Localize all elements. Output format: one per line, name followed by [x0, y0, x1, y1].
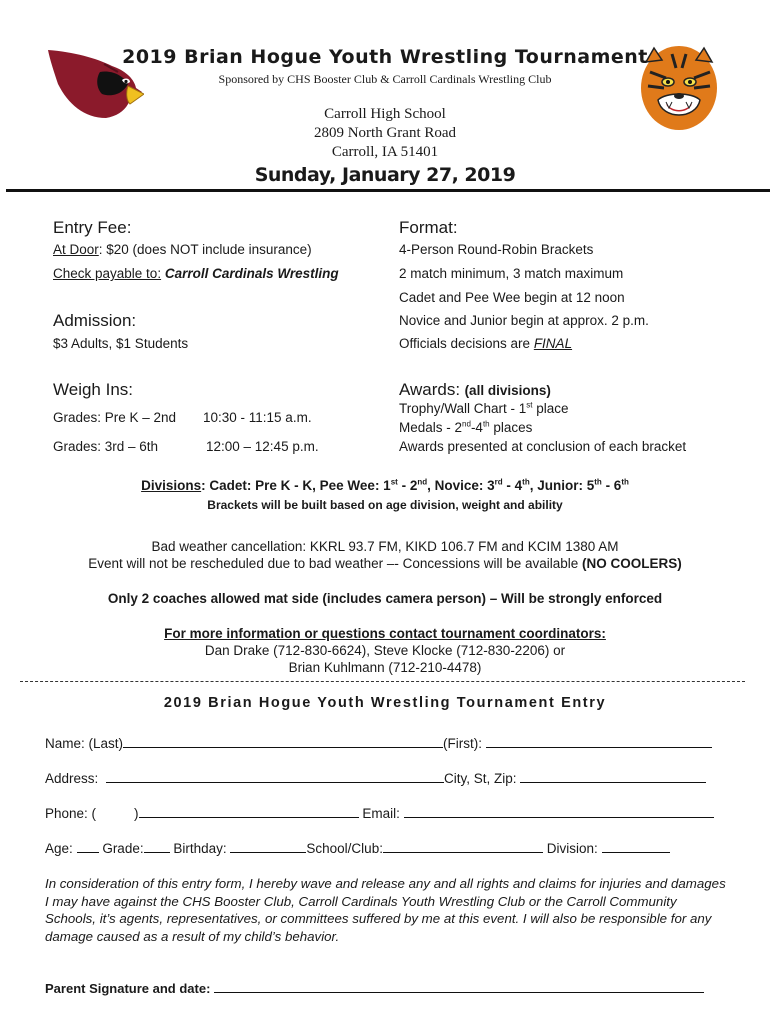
signature-field[interactable]: [214, 980, 704, 993]
last-name-field[interactable]: [123, 735, 443, 748]
birthday-field[interactable]: [230, 840, 306, 853]
age-field[interactable]: [77, 840, 99, 853]
age-label: Age:: [45, 841, 73, 856]
weigh-in-grades-1: Grades: Pre K – 2nd: [53, 410, 177, 425]
school-label: School/Club:: [306, 841, 383, 856]
format-line-3: Cadet and Pee Wee begin at 12 noon: [399, 290, 625, 305]
div-sup-6: th: [621, 477, 629, 487]
address-row: [45, 770, 735, 786]
waiver-text: In consideration of this entry form, I hereby wave and release any and all rights and claims for injuries and damages I may have against the CHS Booster Club, Carroll Cardinals Youth Wrestling Club or the Carroll Community Schools, it’s agents, representatives, or committees suffered by me at this event. I will also be responsible for any damage caused as a result of my child’s behavior.: [45, 876, 726, 944]
city-field[interactable]: [520, 770, 706, 783]
awards-note: (all divisions): [464, 383, 551, 398]
trophy-text: Trophy/Wall Chart - 1: [399, 401, 527, 416]
name-row: [45, 735, 735, 751]
weigh-ins-heading: Weigh Ins:: [53, 380, 134, 399]
div-part-5: - 6: [601, 478, 622, 493]
officials-prefix: Officials decisions are: [399, 336, 534, 351]
email-field[interactable]: [404, 805, 714, 818]
sponsor-line: Sponsored by CHS Booster Club & Carroll Cardinals Wrestling Club: [218, 72, 552, 86]
medals-sup-2: th: [482, 419, 490, 429]
officials-final: FINAL: [533, 336, 573, 351]
phone-label: Phone: (: [45, 806, 97, 821]
city-state-zip: Carroll, IA 51401: [331, 144, 439, 160]
medals-text: Medals - 2: [399, 420, 463, 435]
format-line-2: 2 match minimum, 3 match maximum: [399, 266, 624, 281]
check-payable-label: Check payable to:: [53, 266, 162, 281]
city-label: City, St, Zip:: [444, 771, 517, 786]
last-name-label: Name: (Last): [45, 736, 124, 751]
format-line-1: 4-Person Round-Robin Brackets: [399, 242, 594, 257]
header-divider: [6, 189, 770, 192]
divisions-line: [0, 478, 770, 493]
awards-presented: Awards presented at conclusion of each bracket: [399, 439, 687, 454]
entry-form-title: 2019 Brian Hogue Youth Wrestling Tournament Entry: [163, 695, 607, 711]
first-name-field[interactable]: [486, 735, 712, 748]
awards-heading-line: [399, 380, 551, 400]
div-part-4: , Junior: 5: [529, 478, 595, 493]
division-field[interactable]: [602, 840, 670, 853]
trophy-suffix: place: [532, 401, 569, 416]
div-part-3: - 4: [502, 478, 523, 493]
door-fee-text: : $20 (does NOT include insurance): [98, 242, 312, 257]
entry-fee-heading: Entry Fee:: [53, 218, 132, 237]
phone-close: ): [134, 806, 139, 821]
check-payee: Carroll Cardinals Wrestling: [164, 266, 339, 281]
div-sup-1: st: [390, 477, 398, 487]
contact-line-2: Brian Kuhlmann (712-210-4478): [288, 660, 482, 675]
div-sup-4: th: [522, 477, 530, 487]
weigh-in-time-2: 12:00 – 12:45 p.m.: [206, 439, 319, 454]
medals-sup-1: nd: [462, 419, 471, 429]
school-field[interactable]: [383, 840, 543, 853]
admission-heading: Admission:: [53, 311, 137, 330]
phone-field[interactable]: [139, 805, 359, 818]
medals-suffix: places: [489, 420, 533, 435]
admission-text: $3 Adults, $1 Students: [53, 336, 189, 351]
weigh-in-grades-2: Grades: 3rd – 6th: [53, 439, 159, 454]
trophy-line: [399, 401, 569, 416]
contact-line-1: Dan Drake (712-830-6624), Steve Klocke (712-830-2206) or: [204, 643, 566, 658]
event-date: Sunday, January 27, 2019: [254, 164, 516, 186]
grade-label: Grade:: [102, 841, 144, 856]
cut-line: [20, 681, 745, 682]
div-sup-5: th: [594, 477, 602, 487]
format-heading: Format:: [399, 218, 458, 237]
check-payable-line: [53, 266, 339, 281]
door-fee-line: [53, 242, 312, 257]
signature-row: [45, 980, 735, 996]
email-label: Email:: [362, 806, 400, 821]
address-field[interactable]: [106, 770, 444, 783]
trophy-sup: st: [526, 400, 533, 410]
door-fee-label: At Door: [53, 242, 99, 257]
format-line-4: Novice and Junior begin at approx. 2 p.m.: [399, 313, 649, 328]
div-part-2: , Novice: 3: [427, 478, 495, 493]
div-part-1: - 2: [397, 478, 418, 493]
no-coolers: (NO COOLERS): [582, 556, 682, 571]
divisions-label: Divisions: [141, 478, 202, 493]
weigh-in-time-1: 10:30 - 11:15 a.m.: [203, 410, 312, 425]
weather-line-1: Bad weather cancellation: KKRL 93.7 FM, KIKD 106.7 FM and KCIM 1380 AM: [151, 539, 619, 554]
div-sup-2: nd: [417, 477, 428, 487]
division-label: Division:: [546, 841, 598, 856]
address-label: Address:: [45, 771, 99, 786]
phone-row: [45, 805, 735, 821]
awards-heading: Awards:: [399, 380, 461, 399]
first-name-label: (First):: [443, 736, 483, 751]
age-row: [45, 840, 735, 856]
coaches-note: Only 2 coaches allowed mat side (includes camera person) – Will be strongly enforced: [107, 591, 663, 606]
birthday-label: Birthday:: [173, 841, 227, 856]
medals-mid: -4: [470, 420, 483, 435]
tournament-title: 2019 Brian Hogue Youth Wrestling Tournament: [122, 46, 648, 68]
contact-heading: For more information or questions contact tournament coordinators:: [164, 626, 606, 641]
officials-line: [399, 336, 572, 351]
divisions-cadet: : Cadet: Pre K - K, Pee Wee: 1: [201, 478, 391, 493]
brackets-note: Brackets will be built based on age division, weight and ability: [207, 498, 563, 512]
grade-field[interactable]: [144, 840, 170, 853]
signature-label: Parent Signature and date:: [45, 981, 211, 996]
div-sup-3: rd: [494, 477, 503, 487]
weather-line-2: [0, 556, 770, 571]
location-name: Carroll High School: [324, 106, 446, 122]
medals-line: [399, 420, 532, 435]
weather-text: Event will not be rescheduled due to bad weather –- Concessions will be available: [88, 556, 583, 571]
street-address: 2809 North Grant Road: [313, 125, 457, 141]
